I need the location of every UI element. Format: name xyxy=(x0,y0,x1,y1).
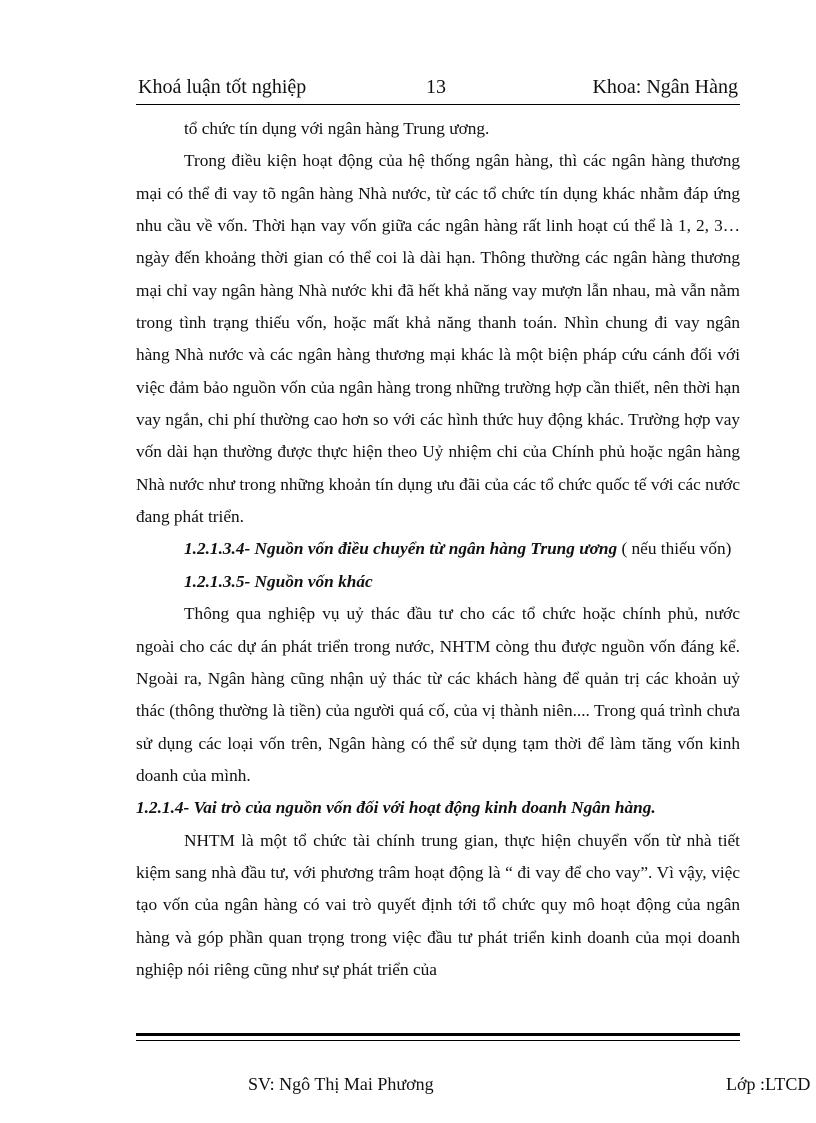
subsection-heading-note: ( nếu thiếu vốn) xyxy=(617,539,732,559)
paragraph-continued: tổ chức tín dụng với ngân hàng Trung ương. xyxy=(184,119,490,138)
paragraph-trust-services: Thông qua nghiệp vụ uỷ thác đầu tư cho các tổ chức hoặc chính phủ, nước ngoài cho các dự án phát triển trong nước, NHTM còng thu được nguồn vốn đáng kể. Ngoài ra, Ngân hàng cũng nhận uỷ thác từ các khách hàng để quản trị các khoản uỷ thác (thông thường là tiền) của người quá cố, của vị thành niên.... Trong quá trình chưa sử dụng các loại vốn trên, Ngân hàng có thể sử dụng tạm thời để làm tăng vốn kinh doanh của mình. xyxy=(136,604,740,785)
footer-rule-thick xyxy=(136,1033,740,1036)
footer-student-name: SV: Ngô Thị Mai Phương xyxy=(248,1074,434,1094)
page-body xyxy=(136,113,740,986)
section-heading-role-of-capital: 1.2.1.4- Vai trò của nguồn vốn đối với hoạt động kinh doanh Ngân hàng. xyxy=(136,798,656,818)
header-rule xyxy=(136,104,740,105)
paragraph-role: NHTM là một tổ chức tài chính trung gian, thực hiện chuyển vốn từ nhà tiết kiệm sang nhà đầu tư, với phương trâm hoạt động là “ đi vay để cho vay”. Vì vậy, việc tạo vốn của ngân hàng có vai trò quyết định tới tổ chức quy mô hoạt động của ngân hàng và góp phần quan trọng trong việc đầu tư phát triển kinh doanh của mọi doanh nghiệp nói riêng cũng như sự phát triển của xyxy=(136,830,740,979)
footer-class: Lớp :LTCD xyxy=(726,1074,811,1094)
header-page-number: 13 xyxy=(426,76,446,98)
page-footer xyxy=(136,1074,816,1096)
page-header xyxy=(138,76,738,102)
paragraph-borrowing: Trong điều kiện hoạt động của hệ thống ngân hàng, thì các ngân hàng thương mại có thể đi vay tõ ngân hàng Nhà nước, từ các tổ chức tín dụng khác nhằm đáp ứng nhu cầu về vốn. Thời hạn vay vốn giữa các ngân hàng rất linh hoạt cú thể là 1, 2, 3…ngày đến khoảng thời gian có thể coi là dài hạn. Thông thường các ngân hàng thương mại chỉ vay ngân hàng Nhà nước khi đã hết khả năng vay mượn lẫn nhau, mà vẫn nằm trong tình trạng thiếu vốn, hoặc mất khả năng thanh toán. Nhìn chung đi vay ngân hàng Nhà nước và các ngân hàng thương mại khác là một biện pháp cứu cánh đối với việc đảm bảo nguồn vốn của ngân hàng trong những trường hợp cần thiết, nên thời hạn vay ngắn, chi phí thường cao hơn so với các hình thức huy động khác. Trường hợp vay vốn dài hạn thường được thực hiện theo Uỷ nhiệm chi của Chính phủ hoặc ngân hàng Nhà nước như trong những khoản tín dụng ưu đãi của các tổ chức quốc tế với các nước đang phát triển. xyxy=(136,151,740,527)
subsection-heading-other-sources: 1.2.1.3.5- Nguồn vốn khác xyxy=(184,571,373,591)
subsection-heading-text: 1.2.1.3.4- Nguồn vốn điều chuyển từ ngân hàng Trung ương xyxy=(184,539,618,559)
footer-rule-thin xyxy=(136,1040,740,1041)
header-thesis-title: Khoá luận tốt nghiệp xyxy=(138,76,307,98)
subsection-heading-central-bank xyxy=(136,533,740,565)
header-faculty: Khoa: Ngân Hàng xyxy=(592,76,738,98)
